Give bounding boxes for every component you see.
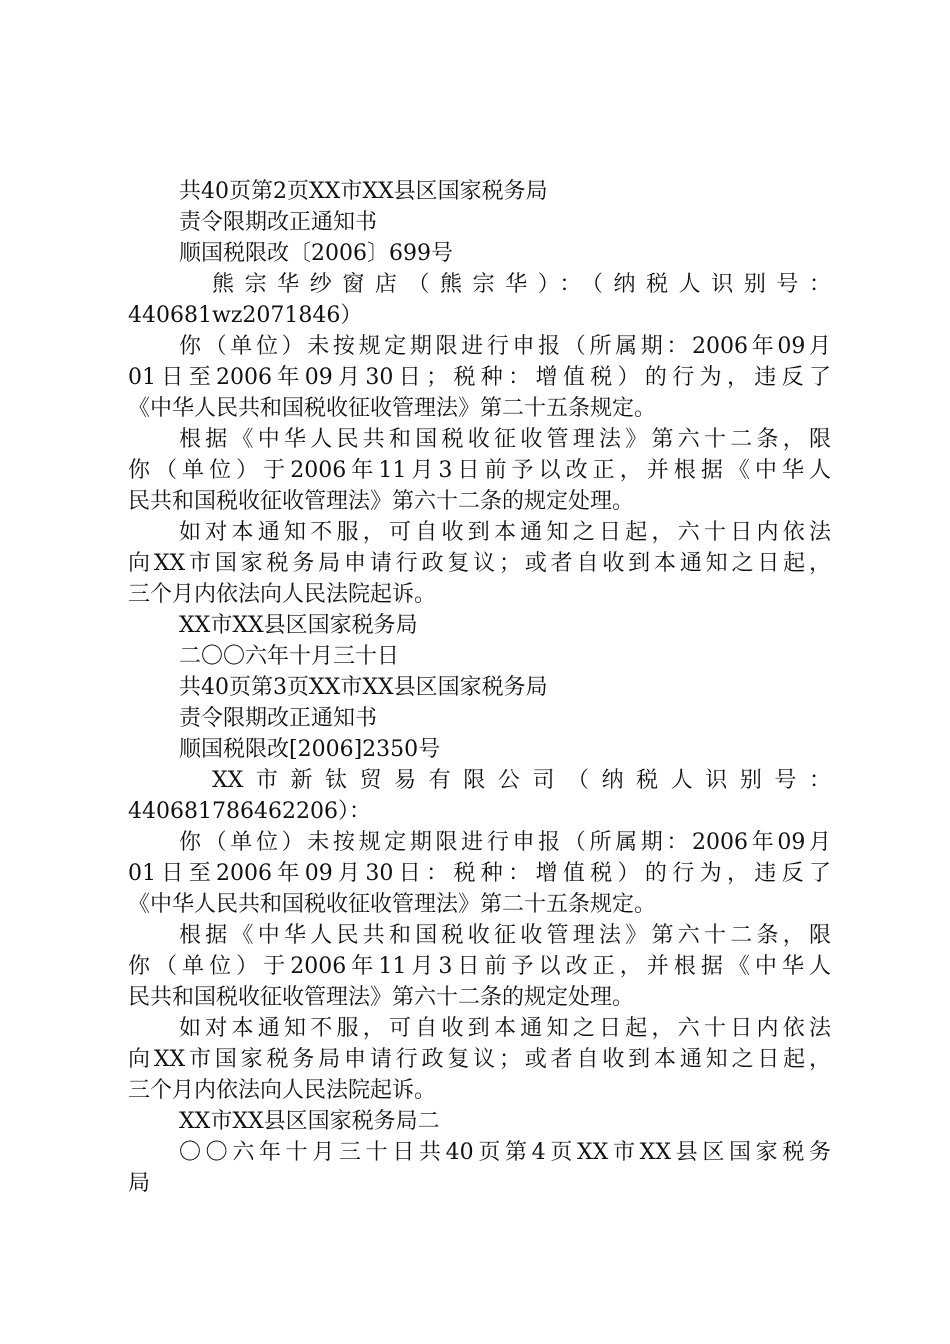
paragraph-line: 三个月内依法向人民法院起诉。 xyxy=(128,582,437,607)
notice-number: 顺国税限改〔2006〕699号 xyxy=(179,241,453,266)
paragraph-line: 你（单位）未按规定期限进行申报（所属期：2006年09月 xyxy=(179,830,831,855)
signature-authority: XX市XX县区国家税务局二 xyxy=(179,1109,440,1134)
paragraph-line: 民共和国税收征收管理法》第六十二条的规定处理。 xyxy=(128,985,635,1010)
notice-title: 责令限期改正通知书 xyxy=(179,706,378,731)
taxpayer-id-line: 440681786462206）： xyxy=(128,799,371,824)
notice-number: 顺国税限改[2006]2350号 xyxy=(179,737,441,762)
paragraph-line: 向XX市国家税务局申请行政复议；或者自收到本通知之日起， xyxy=(128,1047,831,1072)
signature-date: 〇〇六年十月三十日共40页第4页XX市XX县区国家税务 xyxy=(179,1140,831,1165)
paragraph-line: 《中华人民共和国税收征收管理法》第二十五条规定。 xyxy=(128,892,657,917)
signature-authority: XX市XX县区国家税务局 xyxy=(179,613,418,638)
paragraph-line: 你（单位）未按规定期限进行申报（所属期：2006年09月 xyxy=(179,334,831,359)
paragraph-line: 如对本通知不服，可自收到本通知之日起，六十日内依法 xyxy=(179,1016,831,1041)
addressee-line: 熊宗华纱窗店（熊宗华）：（纳税人识别号： xyxy=(212,272,831,297)
document-body xyxy=(128,176,831,1199)
paragraph-line: 根据《中华人民共和国税收征收管理法》第六十二条，限 xyxy=(179,427,831,452)
paragraph-line: 根据《中华人民共和国税收征收管理法》第六十二条，限 xyxy=(179,923,831,948)
paragraph-line: 01日至2006年09月30日：税种：增值税）的行为，违反了 xyxy=(128,861,831,886)
paragraph-line: 三个月内依法向人民法院起诉。 xyxy=(128,1078,437,1103)
paragraph-line: 如对本通知不服，可自收到本通知之日起，六十日内依法 xyxy=(179,520,831,545)
paragraph-line: 向XX市国家税务局申请行政复议；或者自收到本通知之日起， xyxy=(128,551,831,576)
paragraph-line: 你（单位）于2006年11月3日前予以改正，并根据《中华人 xyxy=(128,458,831,483)
page-header-line: 共40页第3页XX市XX县区国家税务局 xyxy=(179,675,548,700)
paragraph-line: 01日至2006年09月30日；税种：增值税）的行为，违反了 xyxy=(128,365,831,390)
addressee-line: XX市新钛贸易有限公司（纳税人识别号： xyxy=(212,768,831,793)
paragraph-line: 《中华人民共和国税收征收管理法》第二十五条规定。 xyxy=(128,396,657,421)
page-header-line: 共40页第2页XX市XX县区国家税务局 xyxy=(179,179,548,204)
paragraph-line: 局 xyxy=(128,1171,151,1196)
paragraph-line: 民共和国税收征收管理法》第六十二条的规定处理。 xyxy=(128,489,635,514)
taxpayer-id-line: 440681wz2071846） xyxy=(128,303,363,328)
signature-date: 二〇〇六年十月三十日 xyxy=(179,644,400,669)
paragraph-line: 你（单位）于2006年11月3日前予以改正，并根据《中华人 xyxy=(128,954,831,979)
notice-title: 责令限期改正通知书 xyxy=(179,210,378,235)
